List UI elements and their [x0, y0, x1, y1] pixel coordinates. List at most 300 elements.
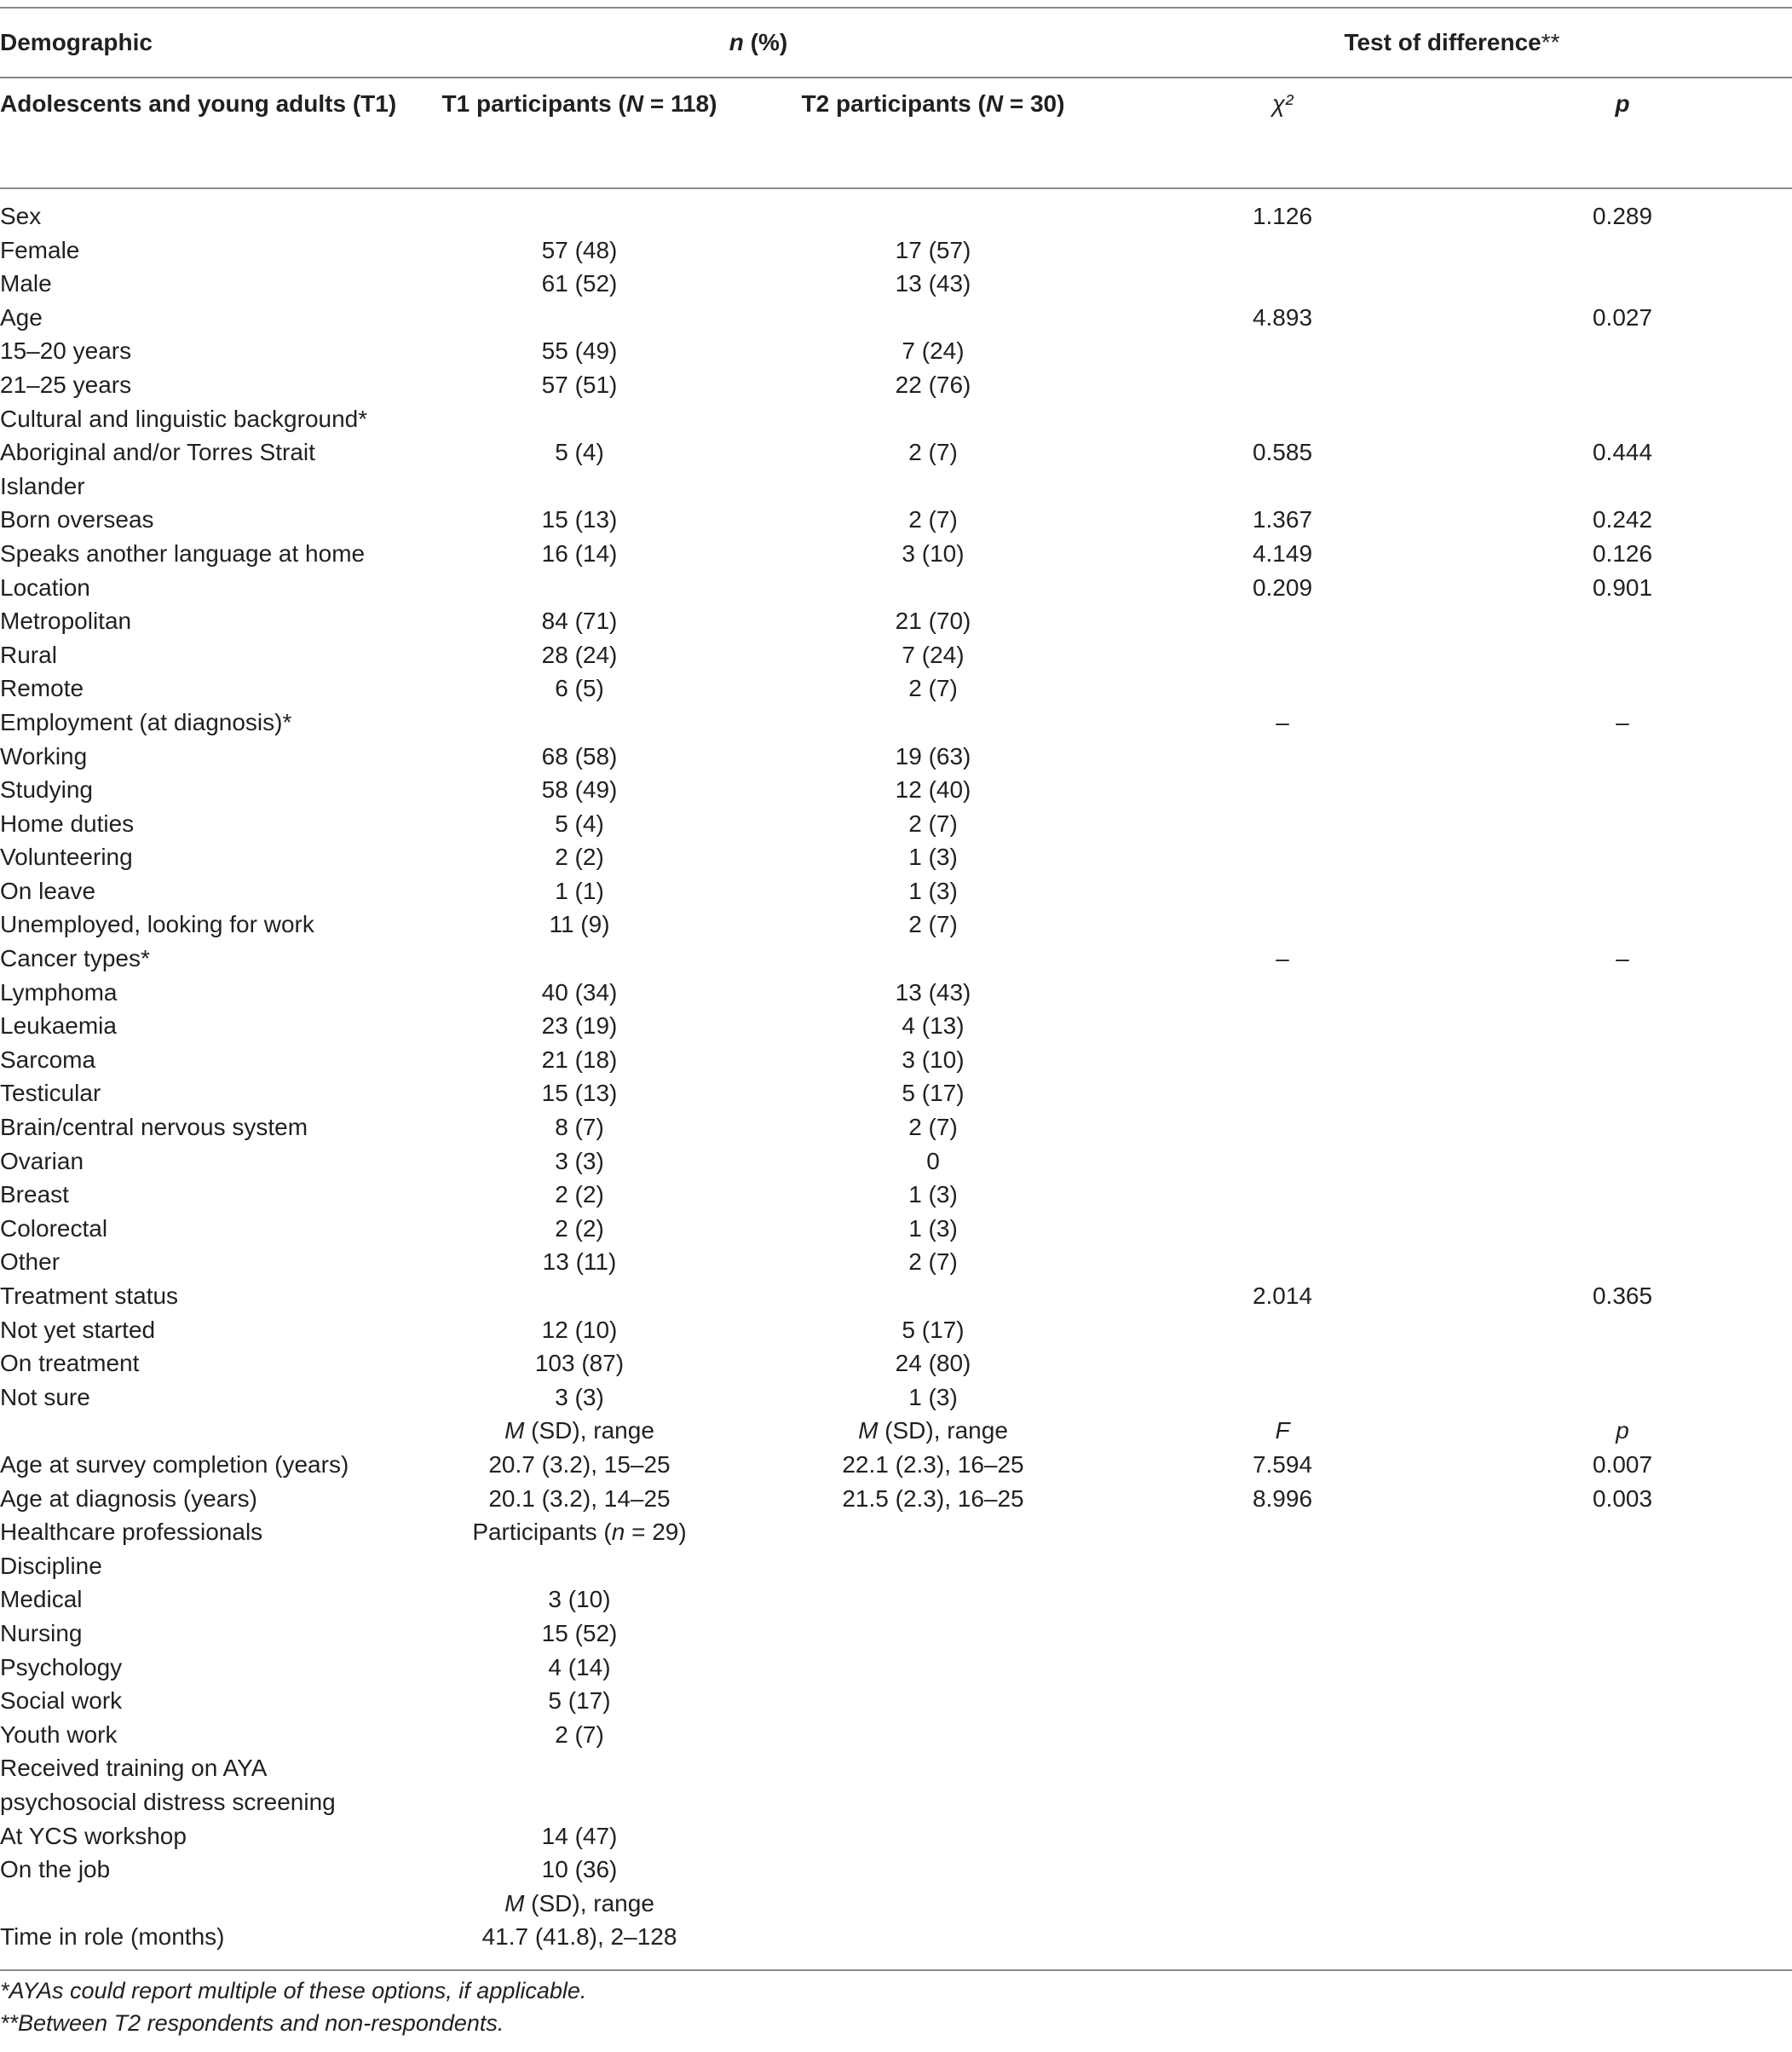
table-row [0, 233, 1792, 268]
cell-t1-value: 10 (36) [541, 1856, 618, 1883]
table-row [0, 1212, 1792, 1246]
cell-label: 21–25 years [0, 371, 132, 398]
cell-label: 15–20 years [0, 337, 132, 365]
cell-p-value [1453, 1718, 1792, 1752]
table-row [0, 1887, 1792, 1921]
cell-statistic [1112, 1920, 1453, 1969]
cell-p-value [1453, 976, 1792, 1010]
cell-t1-value: 3 (3) [555, 1383, 604, 1410]
table-row [0, 435, 1792, 503]
cell-statistic [1112, 1178, 1453, 1212]
cell-t2-value [754, 1515, 1112, 1549]
cell-statistic [1112, 368, 1453, 402]
table-row [0, 301, 1792, 335]
table-row [0, 638, 1792, 672]
cell-t2-value: 21 (70) [895, 608, 971, 635]
header-n-percent [405, 8, 1112, 78]
table-row [0, 1110, 1792, 1144]
cell-t1-value: 23 (19) [541, 1012, 618, 1040]
cell-statistic [1112, 1751, 1453, 1819]
cell-label: Employment (at diagnosis)* [0, 708, 292, 735]
table-row [0, 1009, 1792, 1043]
cell-t2-value [754, 1279, 1112, 1313]
cell-t1-value: 57 (51) [541, 371, 618, 398]
table-row [0, 1718, 1792, 1752]
cell-t2-value: M (SD), range [858, 1417, 1008, 1444]
cell-label: Female [0, 236, 80, 263]
cell-t1-value: 3 (10) [548, 1586, 611, 1613]
cell-p-value [1453, 1313, 1792, 1347]
cell-label: Metropolitan [0, 608, 132, 635]
footnote-between-respondents: **Between T2 respondents and non-respondents. [0, 2010, 504, 2036]
cell-t2-value [754, 1617, 1112, 1651]
cell-statistic [1112, 1549, 1453, 1583]
cell-statistic [1112, 1380, 1453, 1415]
table-row [0, 1346, 1792, 1380]
cell-t2-value [754, 188, 1112, 233]
cell-label: Rural [0, 641, 57, 668]
cell-label: Volunteering [0, 844, 133, 871]
cell-t1-value: 57 (48) [541, 236, 618, 263]
header-p-symbol: p [1615, 90, 1630, 117]
cell-t1-value: M (SD), range [504, 1417, 654, 1444]
cell-p-value [1453, 1549, 1792, 1583]
cell-label: Sex [0, 203, 42, 229]
cell-p-value [1453, 1582, 1792, 1617]
cell-p-value [1453, 1751, 1792, 1819]
cell-label: Breast [0, 1181, 69, 1208]
cell-p-value [1453, 334, 1792, 368]
cell-label: Treatment status [0, 1282, 179, 1309]
cell-t2-value: 22.1 (2.3), 16–25 [842, 1450, 1024, 1478]
cell-p-value: 0.027 [1592, 303, 1653, 331]
cell-t2-value [754, 402, 1112, 436]
cell-t2-value [754, 1684, 1112, 1718]
cell-t1-value [405, 706, 754, 740]
cell-t2-value: 2 (7) [908, 675, 958, 702]
cell-statistic: F [1275, 1417, 1290, 1444]
cell-statistic [1112, 1110, 1453, 1144]
cell-p-value: 0.444 [1592, 439, 1653, 466]
table-row [0, 1482, 1792, 1516]
table-row [0, 1819, 1792, 1853]
cell-p-value [1453, 1853, 1792, 1887]
table-row [0, 1448, 1792, 1482]
cell-t1-value: Participants (n = 29) [472, 1519, 687, 1546]
cell-statistic: – [1276, 945, 1289, 972]
cell-t2-value [754, 1651, 1112, 1685]
cell-t2-value: 3 (10) [902, 539, 965, 567]
table-row [0, 1684, 1792, 1718]
cell-label: Colorectal [0, 1214, 108, 1242]
cell-t1-value: M (SD), range [504, 1889, 654, 1917]
cell-label: Age at survey completion (years) [0, 1450, 349, 1478]
cell-p-value: p [1616, 1417, 1629, 1444]
table-row [0, 1853, 1792, 1887]
table-row [0, 1617, 1792, 1651]
header-t1 [405, 78, 754, 188]
cell-label: Nursing [0, 1619, 83, 1646]
cell-statistic [1112, 1853, 1453, 1887]
cell-statistic [1112, 740, 1453, 774]
cell-t2-value: 0 [926, 1147, 940, 1174]
cell-label: Psychology [0, 1653, 123, 1680]
cell-t2-value: 13 (43) [895, 270, 971, 297]
cell-t1-value: 5 (4) [555, 810, 604, 837]
header-row-1 [0, 8, 1792, 78]
cell-t1-value: 103 (87) [534, 1350, 625, 1377]
cell-t1-value: 13 (11) [542, 1248, 617, 1276]
cell-p-value: 0.007 [1592, 1450, 1653, 1478]
cell-t1-value: 16 (14) [541, 539, 618, 567]
cell-p-value [1453, 1380, 1792, 1415]
cell-t2-value: 2 (7) [908, 1114, 958, 1141]
cell-statistic [1112, 840, 1453, 874]
cell-statistic [1112, 1718, 1453, 1752]
cell-t1-value [405, 1751, 754, 1819]
header-row-2 [0, 78, 1792, 188]
cell-p-value [1453, 773, 1792, 807]
cell-t2-value: 1 (3) [908, 1181, 958, 1208]
cell-label: Other [0, 1248, 61, 1276]
cell-label: Aboriginal and/or Torres Strait Islander [0, 439, 315, 499]
table-row [0, 840, 1792, 874]
cell-p-value [1453, 1515, 1792, 1549]
cell-statistic: 0.585 [1252, 439, 1313, 466]
cell-label: Working [0, 742, 88, 770]
cell-label: Leukaemia [0, 1012, 117, 1040]
cell-t1-value: 15 (52) [541, 1619, 618, 1646]
cell-t2-value: 7 (24) [902, 337, 965, 365]
cell-statistic: 0.209 [1252, 574, 1313, 601]
cell-label: Cultural and linguistic background* [0, 405, 368, 432]
header-aya: Adolescents and young adults (T1) [0, 78, 405, 188]
cell-statistic [1112, 402, 1453, 436]
cell-p-value [1453, 1346, 1792, 1380]
cell-label [0, 1414, 405, 1448]
cell-t1-value: 68 (58) [541, 742, 618, 770]
cell-t1-value: 5 (17) [548, 1687, 611, 1715]
header-demographic: Demographic [0, 8, 405, 78]
cell-t2-value [754, 1887, 1112, 1921]
cell-p-value [1453, 1684, 1792, 1718]
cell-t1-value: 2 (2) [555, 844, 604, 871]
cell-t1-value [405, 301, 754, 335]
table-row [0, 706, 1792, 740]
cell-statistic [1112, 1009, 1453, 1043]
cell-statistic [1112, 874, 1453, 908]
cell-t2-value: 17 (57) [895, 236, 971, 263]
cell-label: Male [0, 270, 52, 297]
cell-p-value: 0.126 [1592, 539, 1653, 567]
cell-t1-value: 20.1 (3.2), 14–25 [488, 1484, 671, 1512]
cell-statistic: 4.149 [1252, 539, 1313, 567]
table-row [0, 537, 1792, 571]
cell-t1-value [405, 1279, 754, 1313]
cell-statistic [1112, 1651, 1453, 1685]
cell-p-value [1453, 908, 1792, 942]
cell-label: Born overseas [0, 506, 154, 533]
cell-label: Received training on AYA psychosocial distress screening [0, 1755, 336, 1815]
cell-t1-value: 11 (9) [549, 911, 610, 938]
cell-label: On the job [0, 1856, 111, 1883]
cell-p-value [1453, 1617, 1792, 1651]
table-row [0, 1380, 1792, 1415]
cell-label: Location [0, 574, 90, 601]
cell-label: Not sure [0, 1383, 90, 1410]
header-chi-square [1112, 78, 1453, 188]
cell-p-value [1453, 1212, 1792, 1246]
cell-statistic: 4.893 [1252, 303, 1313, 331]
cell-p-value: 0.901 [1592, 574, 1653, 601]
cell-statistic [1112, 638, 1453, 672]
cell-t2-value: 2 (7) [908, 911, 958, 938]
cell-p-value: 0.365 [1592, 1282, 1653, 1309]
header-t2 [754, 78, 1112, 188]
cell-statistic [1112, 807, 1453, 841]
cell-p-value [1453, 1920, 1792, 1969]
cell-label: On leave [0, 877, 96, 904]
cell-statistic [1112, 334, 1453, 368]
table-row [0, 571, 1792, 605]
cell-t1-value [405, 942, 754, 976]
cell-t2-value: 3 (10) [902, 1046, 965, 1073]
cell-t1-value: 41.7 (41.8), 2–128 [481, 1923, 677, 1951]
cell-statistic [1112, 672, 1453, 706]
cell-t1-value: 5 (4) [555, 439, 604, 466]
cell-statistic [1112, 1515, 1453, 1549]
cell-t2-value: 2 (7) [908, 810, 958, 837]
header-t2-pre: T2 participants ( [801, 90, 986, 117]
cell-t2-value [754, 1582, 1112, 1617]
table-row [0, 1651, 1792, 1685]
cell-statistic [1112, 1684, 1453, 1718]
cell-p-value [1453, 874, 1792, 908]
table-row [0, 604, 1792, 638]
table-row [0, 1549, 1792, 1583]
table-row [0, 874, 1792, 908]
table-row [0, 334, 1792, 368]
cell-p-value [1453, 807, 1792, 841]
cell-statistic [1112, 1819, 1453, 1853]
cell-statistic [1112, 1617, 1453, 1651]
cell-label: Discipline [0, 1552, 102, 1579]
cell-statistic [1112, 1043, 1453, 1077]
cell-p-value [1453, 233, 1792, 268]
cell-t1-value: 12 (10) [541, 1316, 618, 1343]
cell-p-value [1453, 1110, 1792, 1144]
cell-label: At YCS workshop [0, 1822, 187, 1849]
table-row [0, 1582, 1792, 1617]
cell-label: Ovarian [0, 1147, 84, 1174]
cell-t1-value [405, 1549, 754, 1583]
cell-t1-value: 20.7 (3.2), 15–25 [488, 1450, 671, 1478]
cell-t2-value: 1 (3) [908, 844, 958, 871]
cell-statistic [1112, 1582, 1453, 1617]
header-p [1453, 78, 1792, 188]
header-test-mark: ** [1541, 29, 1560, 55]
cell-statistic [1112, 908, 1453, 942]
cell-t1-value [405, 571, 754, 605]
cell-t2-value: 5 (17) [902, 1316, 965, 1343]
cell-label: Studying [0, 776, 93, 804]
cell-t2-value: 5 (17) [902, 1080, 965, 1107]
cell-t2-value: 1 (3) [908, 1214, 958, 1242]
cell-p-value: 0.289 [1592, 203, 1653, 229]
cell-t2-value: 2 (7) [908, 439, 958, 466]
table-row [0, 1313, 1792, 1347]
cell-p-value [1453, 638, 1792, 672]
cell-t2-value [754, 1549, 1112, 1583]
cell-statistic: 2.014 [1252, 1282, 1313, 1309]
cell-label: On treatment [0, 1350, 140, 1377]
cell-statistic [1112, 1212, 1453, 1246]
header-t1-pre: T1 participants ( [441, 90, 626, 117]
cell-label: Not yet started [0, 1316, 156, 1343]
table-row [0, 503, 1792, 537]
cell-t1-value: 15 (13) [541, 1080, 618, 1107]
cell-label: Home duties [0, 810, 135, 837]
table-row [0, 1144, 1792, 1179]
cell-t2-value: 24 (80) [895, 1350, 971, 1377]
cell-label: Lymphoma [0, 978, 118, 1006]
cell-t1-value: 2 (2) [555, 1181, 604, 1208]
cell-t2-value: 12 (40) [895, 776, 971, 804]
table-bottom-rule [0, 1969, 1792, 1971]
cell-t1-value: 84 (71) [541, 608, 618, 635]
table-row [0, 267, 1792, 301]
cell-statistic: 8.996 [1252, 1484, 1313, 1512]
cell-label: Medical [0, 1586, 83, 1613]
cell-statistic [1112, 1076, 1453, 1110]
header-t1-N: N [625, 90, 644, 117]
cell-statistic [1112, 233, 1453, 268]
cell-p-value [1453, 604, 1792, 638]
cell-t2-value: 2 (7) [908, 1248, 958, 1276]
cell-statistic [1112, 1346, 1453, 1380]
cell-statistic [1112, 1887, 1453, 1921]
cell-statistic: 1.367 [1252, 506, 1313, 533]
table-row [0, 1245, 1792, 1279]
footnote-multiple-options: *AYAs could report multiple of these options, if applicable. [0, 1978, 587, 2003]
cell-t1-value: 21 (18) [541, 1046, 618, 1073]
cell-label: Brain/central nervous system [0, 1114, 308, 1141]
cell-t1-value: 6 (5) [555, 675, 604, 702]
cell-label: Remote [0, 675, 84, 702]
cell-t1-value: 3 (3) [555, 1147, 604, 1174]
demographics-table [0, 7, 1792, 1969]
header-test-of-difference [1112, 8, 1792, 78]
cell-t2-value: 1 (3) [908, 1383, 958, 1410]
cell-statistic [1112, 1245, 1453, 1279]
cell-t1-value: 28 (24) [541, 641, 618, 668]
cell-t1-value [405, 188, 754, 233]
cell-t2-value: 13 (43) [895, 978, 971, 1006]
cell-statistic [1112, 773, 1453, 807]
cell-p-value [1453, 1887, 1792, 1921]
cell-t2-value: 1 (3) [908, 877, 958, 904]
cell-p-value [1453, 267, 1792, 301]
cell-p-value [1453, 740, 1792, 774]
table-row [0, 1178, 1792, 1212]
cell-t2-value [754, 301, 1112, 335]
cell-t1-value [405, 402, 754, 436]
cell-t2-value: 2 (7) [908, 506, 958, 533]
cell-t1-value: 2 (2) [555, 1214, 604, 1242]
cell-label [0, 1887, 405, 1921]
table-row [0, 740, 1792, 774]
cell-p-value [1453, 368, 1792, 402]
cell-p-value [1453, 402, 1792, 436]
cell-t1-value: 4 (14) [548, 1653, 611, 1680]
table-row [0, 1076, 1792, 1110]
cell-label: Healthcare professionals [0, 1519, 263, 1546]
cell-statistic [1112, 267, 1453, 301]
cell-statistic [1112, 1144, 1453, 1179]
cell-label: Speaks another language at home [0, 539, 366, 567]
cell-statistic: – [1276, 708, 1289, 735]
cell-t1-value: 58 (49) [541, 776, 618, 804]
cell-t2-value [754, 706, 1112, 740]
cell-t2-value [754, 571, 1112, 605]
cell-label: Age at diagnosis (years) [0, 1484, 257, 1512]
cell-p-value [1453, 1819, 1792, 1853]
table-row [0, 1515, 1792, 1549]
cell-t2-value [754, 1819, 1112, 1853]
cell-p-value [1453, 672, 1792, 706]
table-row [0, 976, 1792, 1010]
cell-p-value: – [1616, 945, 1629, 972]
table-row [0, 672, 1792, 706]
cell-label: Cancer types* [0, 945, 150, 972]
cell-label: Unemployed, looking for work [0, 911, 314, 938]
cell-p-value [1453, 1651, 1792, 1685]
cell-t1-value: 8 (7) [555, 1114, 604, 1141]
cell-statistic [1112, 976, 1453, 1010]
header-n-italic: n [729, 29, 744, 55]
cell-t1-value: 61 (52) [541, 270, 618, 297]
cell-p-value: – [1616, 708, 1629, 735]
header-n-rest: (%) [743, 29, 788, 55]
cell-statistic [1112, 1313, 1453, 1347]
table-row [0, 908, 1792, 942]
header-t2-post: = 30) [1003, 90, 1065, 117]
table-row [0, 942, 1792, 976]
cell-t2-value [754, 1718, 1112, 1752]
table-row [0, 1279, 1792, 1313]
table-row [0, 773, 1792, 807]
table-row [0, 188, 1792, 233]
cell-p-value [1453, 1245, 1792, 1279]
cell-t2-value [754, 1853, 1112, 1887]
cell-t1-value: 15 (13) [541, 506, 618, 533]
cell-t2-value: 7 (24) [902, 641, 965, 668]
table-body [0, 188, 1792, 1969]
table-row [0, 402, 1792, 436]
header-t1-post: = 118) [643, 90, 717, 117]
cell-label: Sarcoma [0, 1046, 96, 1073]
cell-label: Social work [0, 1687, 123, 1715]
cell-t2-value [754, 1751, 1112, 1819]
cell-t2-value [754, 942, 1112, 976]
cell-p-value [1453, 1076, 1792, 1110]
cell-label: Age [0, 303, 43, 331]
cell-t2-value: 22 (76) [895, 371, 971, 398]
cell-label: Youth work [0, 1721, 118, 1748]
cell-p-value: 0.242 [1592, 506, 1653, 533]
cell-p-value: 0.003 [1592, 1484, 1653, 1512]
cell-p-value [1453, 1043, 1792, 1077]
